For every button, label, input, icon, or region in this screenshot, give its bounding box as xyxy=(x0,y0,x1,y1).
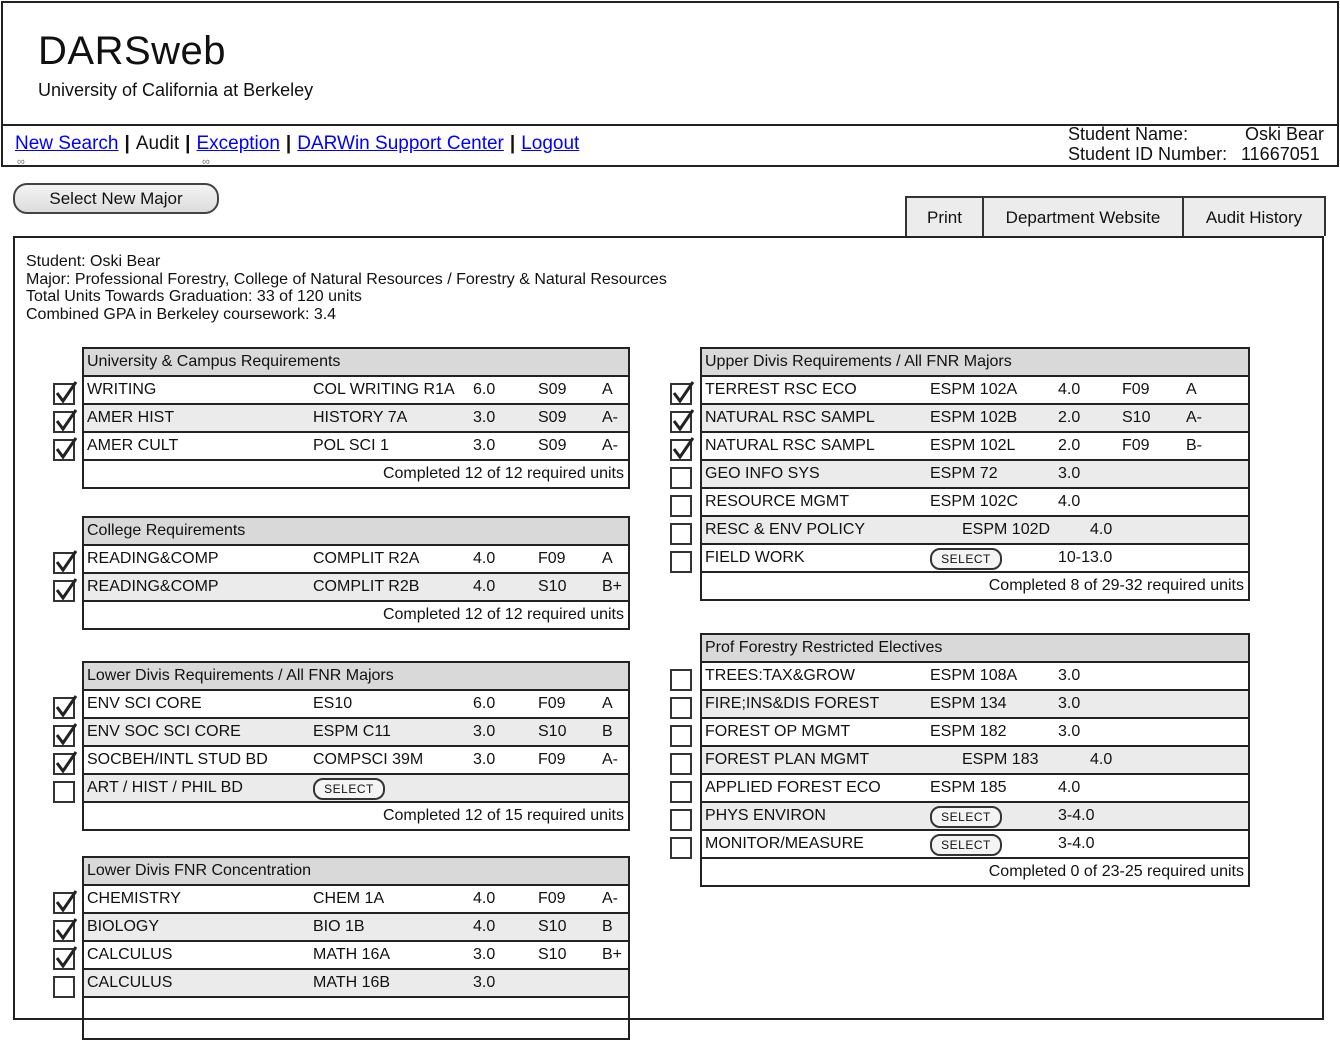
student-id-label: Student ID Number: xyxy=(1068,144,1228,164)
course-grade: B+ xyxy=(602,578,623,595)
block-title: Lower Divis Requirements / All FNR Majors xyxy=(84,663,628,691)
requirement-row xyxy=(84,747,628,775)
course-term: S10 xyxy=(538,723,567,740)
exception-link[interactable]: Exception xyxy=(196,133,280,154)
course-course: ESPM 72 xyxy=(930,465,998,482)
block-title: Upper Divis Requirements / All FNR Majors xyxy=(702,349,1248,377)
course-units: 3.0 xyxy=(1058,723,1081,740)
course-grade: A xyxy=(602,381,613,398)
course-grade: A- xyxy=(602,890,618,907)
checked-checkbox[interactable] xyxy=(670,439,692,461)
course-course: COMPLIT R2B xyxy=(313,578,420,595)
course-units: 2.0 xyxy=(1058,409,1081,426)
checked-checkbox[interactable] xyxy=(53,892,75,914)
app-header xyxy=(1,1,1339,126)
checked-checkbox[interactable] xyxy=(670,383,692,405)
course-term: S10 xyxy=(538,578,567,595)
course-name: PHYS ENVIRON xyxy=(705,807,826,824)
course-course: BIO 1B xyxy=(313,918,365,935)
requirement-row xyxy=(702,663,1248,691)
course-units: 3.0 xyxy=(473,946,496,963)
requirement-row xyxy=(702,433,1248,461)
course-course: CHEM 1A xyxy=(313,890,385,907)
unchecked-checkbox[interactable] xyxy=(670,523,692,545)
course-units: 4.0 xyxy=(1058,779,1081,796)
course-course: ESPM 134 xyxy=(930,695,1007,712)
block-title: University & Campus Requirements xyxy=(84,349,628,377)
course-name: BIOLOGY xyxy=(87,918,160,935)
course-term: S09 xyxy=(538,381,567,398)
course-units: 3.0 xyxy=(473,751,496,768)
requirement-row xyxy=(702,691,1248,719)
course-units: 4.0 xyxy=(473,550,496,567)
requirement-row xyxy=(702,719,1248,747)
requirement-block xyxy=(82,856,630,1040)
course-units: 3-4.0 xyxy=(1058,835,1095,852)
course-name: FIRE;INS&DIS FOREST xyxy=(705,695,880,712)
course-course: ESPM 102B xyxy=(930,409,1018,426)
course-name: NATURAL RSC SAMPL xyxy=(705,437,875,454)
checked-checkbox[interactable] xyxy=(53,753,75,775)
requirement-row xyxy=(84,377,628,405)
course-units: 6.0 xyxy=(473,381,496,398)
unchecked-checkbox[interactable] xyxy=(670,809,692,831)
course-grade: B+ xyxy=(602,946,623,963)
requirement-row xyxy=(84,691,628,719)
unchecked-checkbox[interactable] xyxy=(53,781,75,803)
unchecked-checkbox[interactable] xyxy=(53,976,75,998)
course-units: 3.0 xyxy=(473,437,496,454)
unchecked-checkbox[interactable] xyxy=(670,495,692,517)
requirement-row xyxy=(84,942,628,970)
requirement-row xyxy=(702,775,1248,803)
course-units: 3.0 xyxy=(473,409,496,426)
requirement-row xyxy=(702,747,1248,775)
course-course: ESPM C11 xyxy=(313,723,391,740)
course-grade: B- xyxy=(1186,437,1202,454)
block-title: Prof Forestry Restricted Electives xyxy=(702,635,1248,663)
course-units: 3.0 xyxy=(473,723,496,740)
course-name: NATURAL RSC SAMPL xyxy=(705,409,875,426)
unchecked-checkbox[interactable] xyxy=(670,467,692,489)
logout-link[interactable]: Logout xyxy=(521,133,580,154)
requirement-row xyxy=(702,545,1248,573)
requirement-row xyxy=(84,574,628,602)
course-grade: A xyxy=(602,695,613,712)
course-units: 4.0 xyxy=(473,578,496,595)
course-course: MATH 16A xyxy=(313,946,391,963)
select-course-button[interactable]: SELECT xyxy=(313,778,385,800)
block-footer: Completed 8 of 29-32 required units xyxy=(988,577,1244,594)
course-units: 3.0 xyxy=(1058,465,1081,482)
course-name: FIELD WORK xyxy=(705,549,805,566)
checked-checkbox[interactable] xyxy=(53,552,75,574)
checked-checkbox[interactable] xyxy=(53,383,75,405)
course-name: AMER HIST xyxy=(87,409,175,426)
support-center-link[interactable]: DARWin Support Center xyxy=(297,133,504,154)
course-units: 6.0 xyxy=(473,695,496,712)
course-name: WRITING xyxy=(87,381,157,398)
app-title: DARSweb xyxy=(38,29,227,73)
course-course: ESPM 182 xyxy=(930,723,1007,740)
course-name: ENV SCI CORE xyxy=(87,695,202,712)
course-term: F09 xyxy=(1122,437,1150,454)
student-name: Oski Bear xyxy=(1244,124,1324,144)
course-name: READING&COMP xyxy=(87,578,219,595)
summary-student: Student: Oski Bear xyxy=(26,253,161,270)
course-course: ESPM 102A xyxy=(930,381,1018,398)
requirement-row xyxy=(84,775,628,803)
select-course-button[interactable]: SELECT xyxy=(930,834,1002,856)
course-units: 3.0 xyxy=(473,974,496,991)
course-grade: A- xyxy=(602,409,618,426)
course-course: ESPM 185 xyxy=(930,779,1007,796)
course-units: 4.0 xyxy=(473,918,496,935)
course-grade: A- xyxy=(1186,409,1202,426)
course-course: ESPM 102L xyxy=(930,437,1016,454)
link-chain-icon: ∞ xyxy=(202,156,208,168)
block-spacer xyxy=(84,998,628,1038)
course-course: COMPLIT R2A xyxy=(313,550,420,567)
checked-checkbox[interactable] xyxy=(53,920,75,942)
course-grade: B xyxy=(602,723,613,740)
course-units: 4.0 xyxy=(1058,381,1081,398)
unchecked-checkbox[interactable] xyxy=(670,837,692,859)
course-term: F09 xyxy=(538,751,566,768)
requirement-row xyxy=(84,719,628,747)
requirement-row xyxy=(84,886,628,914)
requirement-row xyxy=(702,831,1248,859)
audit-summary xyxy=(26,253,667,323)
department-website-tab[interactable]: Department Website xyxy=(982,196,1184,236)
course-course: HISTORY 7A xyxy=(313,409,408,426)
unchecked-checkbox[interactable] xyxy=(670,697,692,719)
course-units: 3.0 xyxy=(1058,695,1081,712)
checked-checkbox[interactable] xyxy=(53,725,75,747)
summary-units: Total Units Towards Graduation: 33 of 120 units xyxy=(26,288,362,305)
requirement-row xyxy=(84,433,628,461)
course-term: S10 xyxy=(538,918,567,935)
unchecked-checkbox[interactable] xyxy=(670,669,692,691)
checked-checkbox[interactable] xyxy=(53,411,75,433)
course-units: 4.0 xyxy=(1058,493,1081,510)
course-grade: A- xyxy=(602,751,618,768)
requirement-block xyxy=(82,516,630,630)
course-term: S09 xyxy=(538,437,567,454)
requirement-row xyxy=(702,377,1248,405)
course-name: CALCULUS xyxy=(87,974,173,991)
course-name: AMER CULT xyxy=(87,437,179,454)
checked-checkbox[interactable] xyxy=(53,439,75,461)
audit-nav-item: Audit xyxy=(135,133,180,154)
course-course: ES10 xyxy=(313,695,353,712)
course-term: F09 xyxy=(538,890,566,907)
course-units: 2.0 xyxy=(1058,437,1081,454)
course-term: S09 xyxy=(538,409,567,426)
summary-gpa: Combined GPA in Berkeley coursework: 3.4 xyxy=(26,305,337,323)
course-course: ESPM 102D xyxy=(962,521,1051,538)
course-units: 3-4.0 xyxy=(1058,807,1095,824)
block-title: College Requirements xyxy=(84,518,628,546)
requirement-row xyxy=(84,970,628,998)
course-term: F09 xyxy=(538,550,566,567)
requirement-block xyxy=(700,633,1250,887)
course-name: ART / HIST / PHIL BD xyxy=(87,779,243,796)
course-course: COL WRITING R1A xyxy=(313,381,455,398)
requirement-row xyxy=(702,489,1248,517)
course-course: ESPM 102C xyxy=(930,493,1019,510)
student-id: 11667051 xyxy=(1241,144,1320,164)
block-footer: Completed 12 of 15 required units xyxy=(382,807,624,824)
new-search-link[interactable]: New Search xyxy=(15,133,119,154)
course-name: CHEMISTRY xyxy=(87,890,181,907)
requirement-row xyxy=(84,405,628,433)
select-new-major-button[interactable]: Select New Major xyxy=(13,183,219,214)
summary-major: Major: Professional Forestry, College of Natural Resources / Forestry & Natural Resources xyxy=(26,270,667,288)
app-subtitle: University of California at Berkeley xyxy=(38,80,314,100)
course-units: 10-13.0 xyxy=(1058,549,1113,566)
course-term: S10 xyxy=(1122,409,1151,426)
checked-checkbox[interactable] xyxy=(53,948,75,970)
course-units: 4.0 xyxy=(1090,751,1113,768)
course-grade: B xyxy=(602,918,613,935)
select-course-button[interactable]: SELECT xyxy=(930,548,1002,570)
course-name: ENV SOC SCI CORE xyxy=(87,723,241,740)
block-footer: Completed 12 of 12 required units xyxy=(382,465,624,482)
requirement-row xyxy=(84,914,628,942)
block-footer: Completed 0 of 23-25 required units xyxy=(988,863,1244,880)
course-course: POL SCI 1 xyxy=(313,437,389,454)
select-course-button[interactable]: SELECT xyxy=(930,806,1002,828)
block-footer: Completed 12 of 12 required units xyxy=(382,606,624,623)
course-name: MONITOR/MEASURE xyxy=(705,835,864,852)
requirement-row xyxy=(702,461,1248,489)
unchecked-checkbox[interactable] xyxy=(670,781,692,803)
print-tab[interactable]: Print xyxy=(905,196,984,236)
unchecked-checkbox[interactable] xyxy=(670,551,692,573)
action-tabs xyxy=(905,196,1326,236)
course-course: COMPSCI 39M xyxy=(313,751,424,768)
nav-separator: | xyxy=(285,133,292,154)
requirement-block xyxy=(700,347,1250,601)
requirement-row xyxy=(702,517,1248,545)
course-name: FOREST OP MGMT xyxy=(705,723,851,740)
unchecked-checkbox[interactable] xyxy=(670,753,692,775)
requirement-block xyxy=(82,347,630,489)
course-name: GEO INFO SYS xyxy=(705,465,820,482)
audit-history-tab[interactable]: Audit History xyxy=(1182,196,1326,236)
course-term: S10 xyxy=(538,946,567,963)
course-name: RESOURCE MGMT xyxy=(705,493,849,510)
checked-checkbox[interactable] xyxy=(53,580,75,602)
nav-separator: | xyxy=(509,133,516,154)
student-info xyxy=(1068,124,1324,164)
link-chain-icon: ∞ xyxy=(17,156,23,168)
course-name: SOCBEH/INTL STUD BD xyxy=(87,751,268,768)
course-grade: A- xyxy=(602,437,618,454)
requirement-row xyxy=(84,546,628,574)
course-course: ESPM 108A xyxy=(930,667,1018,684)
course-name: CALCULUS xyxy=(87,946,173,963)
nav-links xyxy=(15,133,579,155)
requirement-block xyxy=(82,661,630,831)
course-term: F09 xyxy=(538,695,566,712)
course-units: 4.0 xyxy=(473,890,496,907)
course-grade: A xyxy=(1186,381,1197,398)
checked-checkbox[interactable] xyxy=(53,697,75,719)
course-name: APPLIED FOREST ECO xyxy=(705,779,881,796)
course-course: ESPM 183 xyxy=(962,751,1039,768)
nav-separator: | xyxy=(124,133,130,154)
requirement-row xyxy=(702,405,1248,433)
block-title: Lower Divis FNR Concentration xyxy=(84,858,628,886)
course-units: 4.0 xyxy=(1090,521,1113,538)
student-name-label: Student Name: xyxy=(1068,124,1189,144)
course-name: RESC & ENV POLICY xyxy=(705,521,866,538)
course-name: READING&COMP xyxy=(87,550,219,567)
course-name: TERREST RSC ECO xyxy=(705,381,857,398)
unchecked-checkbox[interactable] xyxy=(670,725,692,747)
checked-checkbox[interactable] xyxy=(670,411,692,433)
nav-separator: | xyxy=(185,133,191,154)
course-name: TREES:TAX&GROW xyxy=(705,667,855,684)
course-term: F09 xyxy=(1122,381,1150,398)
course-grade: A xyxy=(602,550,613,567)
course-course: MATH 16B xyxy=(313,974,391,991)
course-name: FOREST PLAN MGMT xyxy=(705,751,870,768)
requirement-row xyxy=(702,803,1248,831)
course-units: 3.0 xyxy=(1058,667,1081,684)
